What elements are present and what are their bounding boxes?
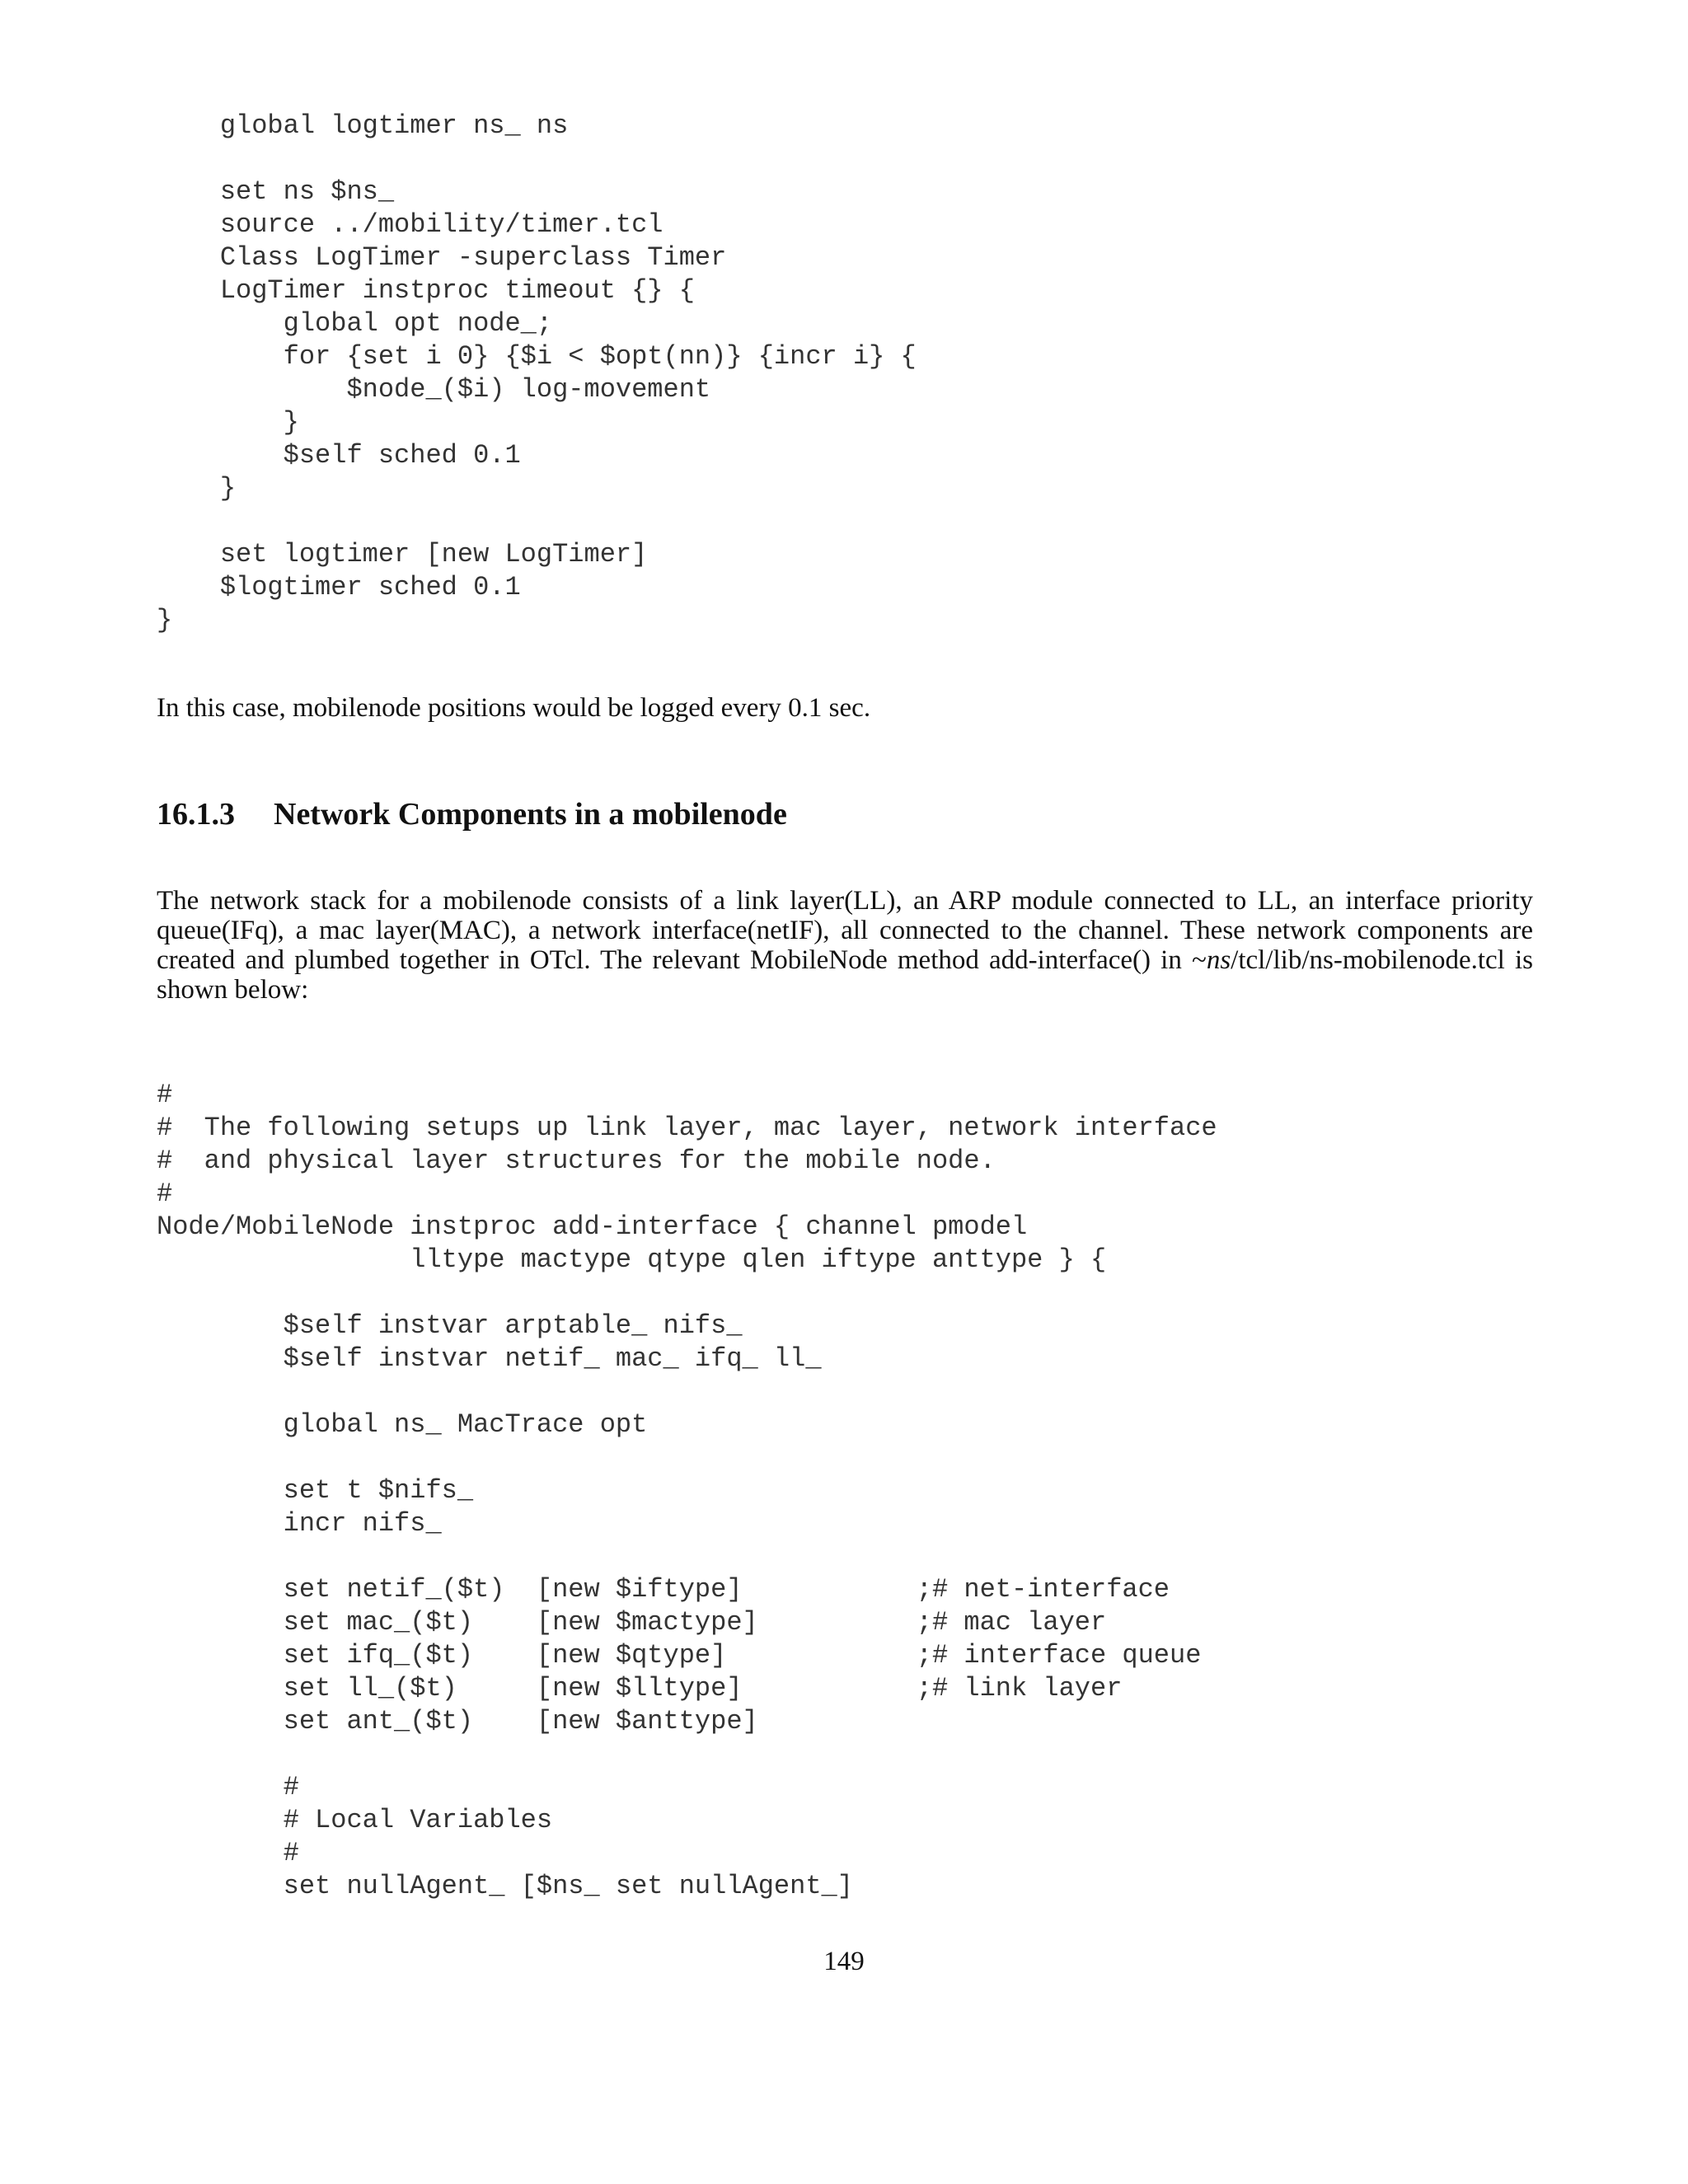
paragraph-logging-note: In this case, mobilenode positions would be logged every 0.1 sec. [157,693,871,723]
section-number: 16.1.3 [157,797,235,832]
section-heading [157,795,787,833]
paragraph-network-stack [157,886,1533,1005]
code-block-add-interface: # # The following setups up link layer, mac layer, network interface # and physical layer structures for the mobile node. # Node/MobileNode instproc add-interface { channel pmodel lltype mactype qtype qlen iftype anttype } { $self instvar arptable_ nifs_ $self instvar netif_ mac_ ifq_ ll_ global ns_ MacTrace opt set t $nifs_ incr nifs_ set netif_($t) [new $iftype] ;# net-interface set mac_($t) [new $mactype] ;# mac layer set ifq_($t) [new $qtype] ;# interface queue set ll_($t) [new $lltype] ;# link layer set ant_($t) [new $anttype] # # Local Variables # set nullAgent_ [$ns_ set nullAgent_] [157,1080,1217,1901]
code-block-logtimer: global logtimer ns_ ns set ns $ns_ source ../mobility/timer.tcl Class LogTimer -superclass Timer LogTimer instproc timeout {} { global opt node_; for {set i 0} {$i < $opt(nn)} {incr i} { $node_($i) log-movement } $self sched 0.1 } set logtimer [new LogTimer] $logtimer sched 0.1 } [157,110,917,635]
page-number: 149 [823,1947,865,1976]
paragraph-emphasis-ns: ns [1206,945,1231,975]
section-title: Network Components in a mobilenode [274,797,787,832]
paragraph-text-part-2: /tcl/lib/ns-mobilenode.tcl is shown below: [157,945,1533,1005]
paragraph-text-part-1: The network stack for a mobilenode consists of a link layer(LL), an ARP module connected to LL, an interface priority queue(IFq), a mac layer(MAC), a network interface(netIF), all connected to the channel. These network components are created and plumbed together in OTcl. The relevant MobileNode method add-interface() in ~ [157,886,1533,975]
